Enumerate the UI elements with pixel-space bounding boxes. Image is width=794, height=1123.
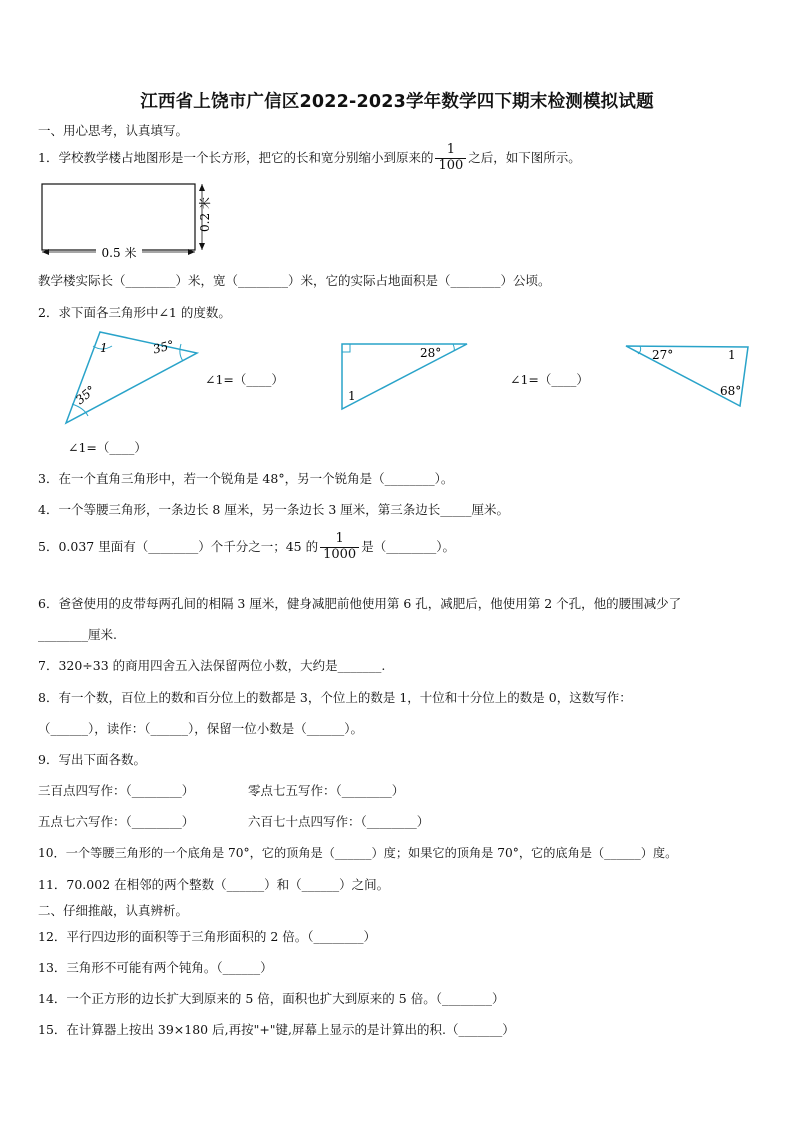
triangle-1-angle-1: 1 [100, 341, 108, 355]
height-label: 0.2 米 [198, 197, 212, 232]
question-8-line-1: 8．有一个数，百位上的数和百分位上的数都是 3，个位上的数是 1，十位和十分位上的数是 0，这数写作： [38, 690, 632, 705]
section-2-heading: 二、仔细推敲，认真辨析。 [38, 903, 189, 918]
question-1-text: 学校教学楼占地图形是一个长方形，把它的长和宽分别缩小到原来的 [58, 149, 434, 165]
height-arrow-top [199, 184, 205, 191]
fraction-denominator: 100 [438, 157, 464, 173]
question-7: 7．320÷33 的商用四舍五入法保留两位小数，大约是_______. [38, 658, 386, 673]
question-9-a: 三百点四写作：（________） [38, 783, 195, 798]
question-15: 15．在计算器上按出 39×180 后,再按"+"键,屏幕上显示的是计算出的积.（_______） [38, 1022, 515, 1037]
fraction-denominator: 1000 [323, 546, 357, 562]
question-5-text-end: 是（________）。 [361, 538, 455, 554]
triangle-3-diagram [622, 342, 754, 410]
question-5 [38, 532, 455, 563]
triangle-3-angle-68: 68° [720, 384, 742, 398]
triangle-1-answer: ∠1=（____） [68, 440, 147, 455]
triangle-2-right-angle-mark [342, 344, 350, 352]
question-13: 13．三角形不可能有两个钝角。（______） [38, 960, 273, 975]
question-1-number: 1． [38, 149, 59, 165]
question-1-answer: 教学楼实际长（________）米，宽（________）米，它的实际占地面积是（________）公顷。 [38, 273, 551, 288]
triangle-2-arc [453, 344, 454, 351]
question-12: 12．平行四边形的面积等于三角形面积的 2 倍。（________） [38, 929, 377, 944]
question-6-line-2: ________厘米. [38, 627, 117, 642]
fraction-1-100 [435, 143, 466, 174]
question-14: 14．一个正方形的边长扩大到原来的 5 倍，面积也扩大到原来的 5 倍。（________） [38, 991, 505, 1006]
rectangle-diagram [34, 178, 224, 262]
question-11: 11．70.002 在相邻的两个整数（______）和（______）之间。 [38, 877, 390, 892]
question-4: 4．一个等腰三角形，一条边长 8 厘米，另一条边长 3 厘米，第三条边长_____厘米。 [38, 502, 510, 517]
fraction-numerator: 1 [320, 532, 359, 548]
question-2: 2．求下面各三角形中∠1 的度数。 [38, 305, 231, 320]
triangle-1-shape [66, 332, 197, 423]
triangle-1-arc-right [180, 344, 183, 361]
triangle-1-angle-35-right: 35° [151, 337, 176, 357]
fraction-1-1000 [320, 532, 359, 563]
question-9-c: 五点七六写作：（________） [38, 814, 195, 829]
width-label: 0.5 米 [101, 246, 137, 260]
triangle-3-answer: ∠1=（____） [510, 372, 589, 387]
question-9-d: 六百七十点四写作：（________） [248, 814, 430, 829]
section-1-heading: 一、用心思考，认真填写。 [38, 123, 189, 138]
question-10: 10．一个等腰三角形的一个底角是 70°，它的顶角是（______）度；如果它的顶角是 70°，它的底角是（______）度。 [38, 846, 678, 860]
triangle-1-diagram [60, 328, 205, 428]
triangle-3-angle-1: 1 [728, 348, 736, 362]
question-9-b: 零点七五写作：（________） [248, 783, 405, 798]
height-arrow-bottom [199, 243, 205, 250]
triangle-1-angle-35-left: 35° [72, 382, 99, 408]
triangle-2-diagram [338, 340, 473, 412]
question-9: 9．写出下面各数。 [38, 752, 146, 767]
question-1 [38, 143, 581, 174]
page-title: 江西省上饶市广信区2022-2023学年数学四下期末检测模拟试题 [140, 92, 654, 112]
triangle-2-angle-1: 1 [348, 389, 356, 403]
triangle-2-answer: ∠1=（____） [205, 372, 284, 387]
question-8-line-2: （______），读作：（______），保留一位小数是（______）。 [38, 721, 364, 736]
triangle-2-angle-28: 28° [420, 346, 442, 360]
rectangle-shape [42, 184, 195, 250]
question-5-text: 5．0.037 里面有（________）个千分之一；45 的 [38, 538, 319, 554]
triangle-2-shape [342, 344, 467, 409]
fraction-numerator: 1 [435, 143, 466, 159]
question-3: 3．在一个直角三角形中，若一个锐角是 48°，另一个锐角是（________）。 [38, 471, 454, 486]
triangle-3-angle-27: 27° [652, 348, 674, 362]
question-1-text-end: 之后，如下图所示。 [468, 149, 581, 165]
question-6-line-1: 6．爸爸使用的皮带每两孔间的相隔 3 厘米，健身减肥前他使用第 6 孔，减肥后，他使用第 2 个孔，他的腰围减少了 [38, 596, 682, 611]
